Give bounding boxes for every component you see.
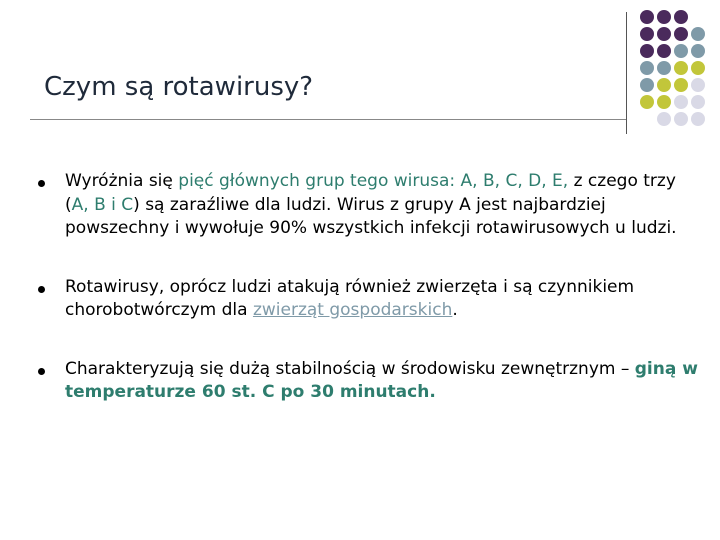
decor-dot [640,78,654,92]
highlight-text: pięć głównych grup tego wirusa: A, B, C, D, E, [178,171,569,191]
page-title: Czym są rotawirusy? [44,72,314,102]
bullet-item [38,170,698,241]
decor-dot [657,112,671,126]
bullet-dot [38,368,45,375]
decor-dot [657,10,671,24]
decor-dot [640,61,654,75]
decor-dot [674,78,688,92]
decor-dot [640,44,654,58]
decor-dot [674,95,688,109]
bullet-text: Charakteryzują się dużą stabilnością w środowisku zewnętrznym – [65,358,635,379]
bullet-dot [38,286,45,293]
highlight-text: A, B i C [71,194,134,215]
decor-dot [640,10,654,24]
bullet-item [38,276,698,323]
bullet-text: . [452,300,458,320]
highlight-text: giną w temperaturze 60 st. C po 30 minutach. [65,358,698,402]
decor-dot [674,61,688,75]
decor-dot [691,27,705,41]
decor-vertical-line [626,12,627,134]
bullet-list [38,170,698,440]
decor-dot [657,44,671,58]
decor-dot [640,95,654,109]
decor-dot [640,27,654,41]
decor-dot [674,44,688,58]
decor-dot [691,44,705,58]
bullet-item [38,358,698,405]
decor-dot [674,27,688,41]
decor-dot [674,10,688,24]
decor-dot [674,112,688,126]
bullet-dot [38,180,45,187]
decor-dot [691,95,705,109]
title-underline [30,119,626,120]
decor-dot [657,27,671,41]
decor-dot [657,61,671,75]
bullet-text: Wyróżnia się [65,171,179,191]
livestock-link[interactable]: zwierząt gospodarskich [252,300,453,320]
bullet-text: ) są zaraźliwe dla ludzi. Wirus z grupy A jest najbardziej powszechny i wywołuje 90% wszystkich infekcji rotawirusowych u ludzi. [65,194,677,238]
decor-dot [657,78,671,92]
decor-dot [691,78,705,92]
decor-dot [657,95,671,109]
decor-dot [691,61,705,75]
bullet-text: z czego trzy ( [65,171,676,215]
bullet-text: Rotawirusy, oprócz ludzi atakują również zwierzęta i są czynnikiem chorobotwórczym dla [65,276,635,320]
decor-dot [691,112,705,126]
